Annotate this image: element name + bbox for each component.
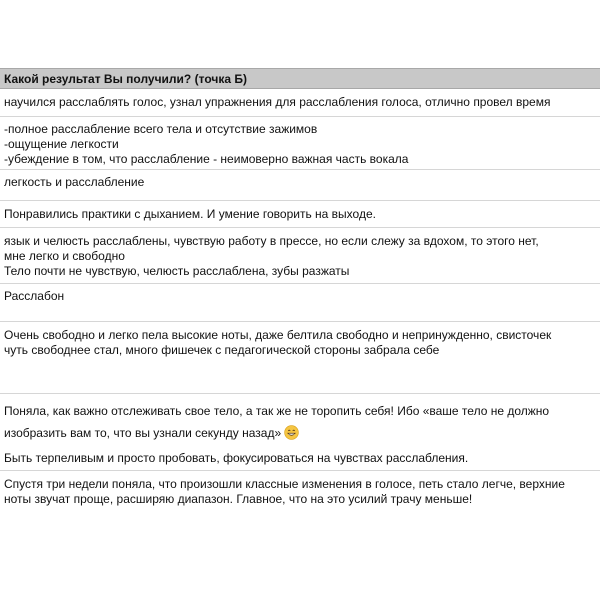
cell-text: Понравились практики с дыханием. И умение говорить на выходе. bbox=[4, 207, 376, 221]
cell-text: -убеждение в том, что расслабление - неимоверно важная часть вокала bbox=[4, 152, 409, 166]
table-row bbox=[0, 394, 600, 471]
cell-text: Спустя три недели поняла, что произошли классные изменения в голосе, петь стало легче, верхние bbox=[4, 477, 565, 491]
table-row bbox=[0, 228, 600, 284]
table-row bbox=[0, 117, 600, 170]
cell-text: -полное расслабление всего тела и отсутствие зажимов bbox=[4, 122, 318, 136]
table-row bbox=[0, 322, 600, 394]
cell-text: ноты звучат проще, расширяю диапазон. Главное, что на это усилий трачу меньше! bbox=[4, 492, 473, 506]
grinning-face-emoji-icon bbox=[284, 425, 299, 440]
survey-table bbox=[0, 68, 600, 507]
table-row bbox=[0, 284, 600, 322]
table-row bbox=[0, 170, 600, 201]
table-row bbox=[0, 471, 600, 507]
table-row bbox=[0, 201, 600, 228]
cell-text: мне легко и свободно bbox=[4, 249, 125, 263]
table-row bbox=[0, 89, 600, 117]
cell-text: -ощущение легкости bbox=[4, 137, 119, 151]
cell-text: язык и челюсть расслаблены, чувствую работу в прессе, но если слежу за вдохом, то этого нет, bbox=[4, 234, 539, 248]
cell-text: Быть терпеливым и просто пробовать, фокусироваться на чувствах расслабления. bbox=[4, 451, 469, 465]
cell-text: чуть свободнее стал, много фишечек с педагогической стороны забрала себе bbox=[4, 343, 440, 357]
column-header: Какой результат Вы получили? (точка Б) bbox=[0, 68, 600, 89]
cell-text: научился расслаблять голос, узнал упражнения для расслабления голоса, отлично провел время bbox=[4, 95, 551, 109]
cell-text: Поняла, как важно отслеживать свое тело, а так же не торопить себя! Ибо «ваше тело не должно bbox=[4, 404, 550, 418]
cell-text: легкость и расслабление bbox=[4, 175, 145, 189]
cell-text: Тело почти не чувствую, челюсть расслаблена, зубы разжаты bbox=[4, 264, 350, 278]
cell-text: Расслабон bbox=[4, 289, 65, 303]
cell-text-with-emoji bbox=[4, 422, 596, 444]
cell-text: Очень свободно и легко пела высокие ноты, даже белтила свободно и непринужденно, свисточек bbox=[4, 328, 552, 342]
cell-text: изобразить вам то, что вы узнали секунду назад» bbox=[4, 426, 282, 440]
